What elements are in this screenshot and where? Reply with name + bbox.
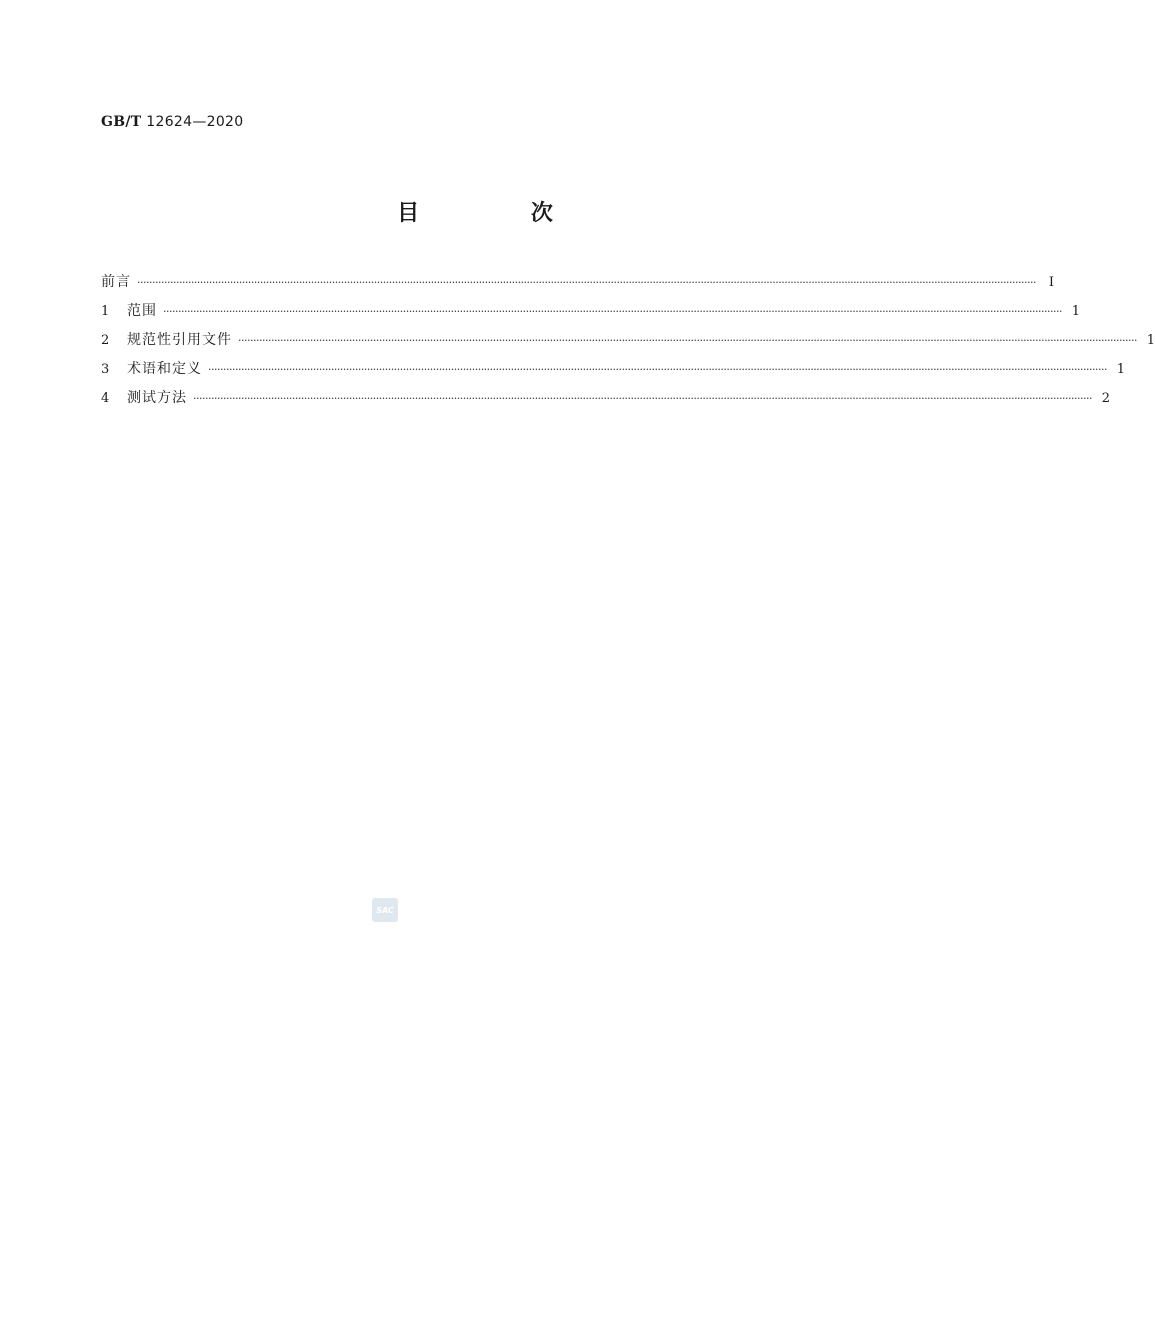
toc-section-number: 1 bbox=[101, 304, 110, 319]
toc-section-number: 3 bbox=[101, 362, 110, 377]
toc-page-number: 1 bbox=[1071, 304, 1080, 319]
toc-entry-foreword[interactable] bbox=[101, 271, 1054, 300]
standard-code bbox=[101, 114, 243, 130]
toc-entry-normative-references[interactable] bbox=[101, 329, 1155, 358]
toc-leader: ············································································································································································································································································································ bbox=[208, 363, 1107, 376]
table-of-contents bbox=[101, 271, 1155, 416]
standard-number: 12624—2020 bbox=[146, 114, 244, 130]
toc-page-number: 1 bbox=[1116, 362, 1125, 377]
standard-prefix: GB/T bbox=[101, 114, 142, 130]
toc-label: 术语和定义 bbox=[127, 361, 202, 377]
toc-leader: ············································································································································································································································································································ bbox=[163, 305, 1062, 318]
toc-label: 规范性引用文件 bbox=[127, 332, 232, 348]
page-title: 目 次 bbox=[397, 201, 605, 226]
toc-leader: ············································································································································································································································································································ bbox=[137, 276, 1036, 289]
toc-section-number: 2 bbox=[101, 333, 110, 348]
toc-leader: ············································································································································································································································································································ bbox=[193, 392, 1092, 405]
toc-label: 测试方法 bbox=[127, 390, 187, 406]
toc-entry-terms-definitions[interactable] bbox=[101, 358, 1125, 387]
toc-entry-test-methods[interactable] bbox=[101, 387, 1110, 416]
toc-section-number: 4 bbox=[101, 391, 110, 406]
toc-page-number: 2 bbox=[1101, 391, 1110, 406]
toc-label: 范围 bbox=[127, 303, 157, 319]
sac-logo-icon: SAC bbox=[372, 898, 398, 922]
toc-leader: ············································································································································································································································································································ bbox=[238, 334, 1137, 347]
toc-page-number: Ⅰ bbox=[1048, 275, 1054, 290]
toc-label: 前言 bbox=[101, 274, 131, 290]
toc-page-number: 1 bbox=[1146, 333, 1155, 348]
toc-entry-scope[interactable] bbox=[101, 300, 1080, 329]
